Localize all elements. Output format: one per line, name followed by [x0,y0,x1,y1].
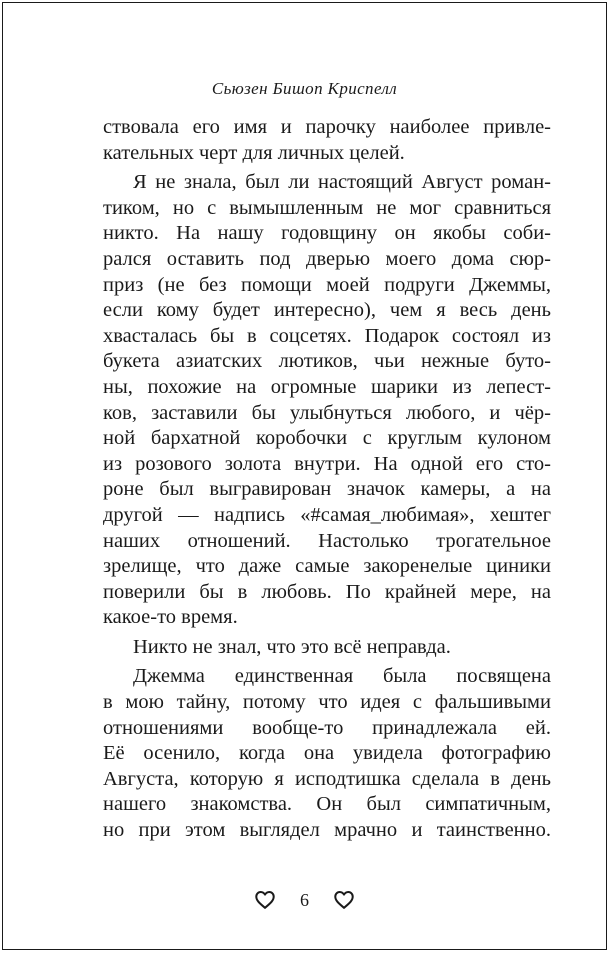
running-head: Сьюзен Бишоп Криспелл [211,79,398,98]
text-line: поверили бы в любовь. По крайней мере, на [103,580,551,603]
text-line: но при этом выглядел мрачно и таинственно. [103,819,551,842]
text-line: нашего знакомства. Он был симпатичным, [103,793,551,816]
text-line: приз (не без помощи моей подруги Джеммы, [103,273,551,296]
page-number: 6 [300,889,309,910]
text-line: роне был выгравирован значок камеры, а на [103,478,551,501]
text-line: ны, похожие на огромные шарики из лепест- [103,375,551,398]
text-line: рался оставить под дверью моего дома сюр- [103,247,551,270]
text-line: зрелище, что даже самые закоренелые циники [103,555,551,578]
text-line: ков, заставили бы улыбнуться любого, и чёр- [103,401,551,424]
text-line: ной бархатной коробочки с круглым кулоном [103,427,551,450]
text-line: Я не знала, был ли настоящий Август роман- [133,171,551,194]
text-line: ствовала его имя и парочку наиболее привле- [103,116,551,138]
text-line: букета азиатских лютиков, чьи нежные буто- [103,350,551,373]
text-line: никто. На нашу годовщину он якобы соби- [103,222,551,245]
text-line: какое-то время. [103,606,238,629]
body-text [103,115,551,844]
paragraph [103,115,551,166]
page-footer [3,889,606,911]
paragraph [103,170,551,631]
text-line: Её осенило, когда она увидела фотографию [103,742,551,765]
text-line: Никто не знал, что это всё неправда. [133,635,451,658]
paragraph [103,664,551,843]
text-line: из розового золота внутри. На одной его сто- [103,452,551,475]
text-line: отношениями вообще-то принадлежала ей. [103,716,551,739]
text-line: Августа, которую я исподтишка сделала в день [103,767,551,790]
heart-icon [333,889,355,911]
text-line: Джемма единственная была посвящена [133,665,551,688]
text-line: если кому будет интересно), чем я весь день [103,299,551,322]
text-line: другой — надпись «#самая_любимая», хештег [103,503,551,526]
text-line: наших отношений. Настолько трогательное [103,529,551,552]
heart-icon [254,889,276,911]
text-line: тиком, но с вымышленным не мог сравниться [103,196,551,219]
book-page [2,2,607,950]
text-line: в мою тайну, потому что идея с фальшивыми [103,691,551,714]
text-line: хвасталась бы в соцсетях. Подарок состоял из [103,324,551,347]
paragraph [103,635,551,661]
text-line: кательных черт для личных целей. [103,141,405,164]
